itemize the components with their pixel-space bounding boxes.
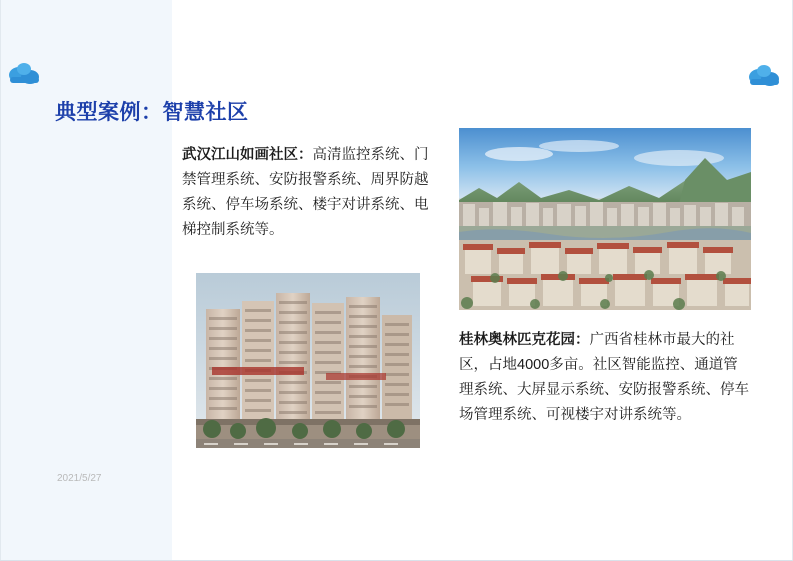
case-text-guilin xyxy=(459,328,749,428)
frame-line-left xyxy=(0,0,1,561)
case-body-guilin: 广西省桂林市最大的社区，占地4000多亩。社区智能监控、通道管理系统、大屏显示系统、安防报警系统、停车场管理系统、可视楼宇对讲系统等。 xyxy=(459,332,749,423)
guilin-aerial-photo xyxy=(459,128,751,310)
slide-date: 2021/5/27 xyxy=(57,473,102,484)
cloud-icon xyxy=(8,60,42,86)
cloud-icon xyxy=(748,62,782,88)
case-text-wuhan xyxy=(182,143,430,243)
case-body-wuhan: 高清监控系统、门禁管理系统、安防报警系统、周界防越系统、停车场系统、楼宇对讲系统、电梯控制系统等。 xyxy=(182,147,429,238)
wuhan-residential-photo xyxy=(196,273,420,448)
case-heading-wuhan: 武汉江山如画社区： xyxy=(182,147,313,163)
case-heading-guilin: 桂林奥林匹克花园： xyxy=(459,332,590,348)
page-title: 典型案例：智慧社区 xyxy=(55,101,249,124)
